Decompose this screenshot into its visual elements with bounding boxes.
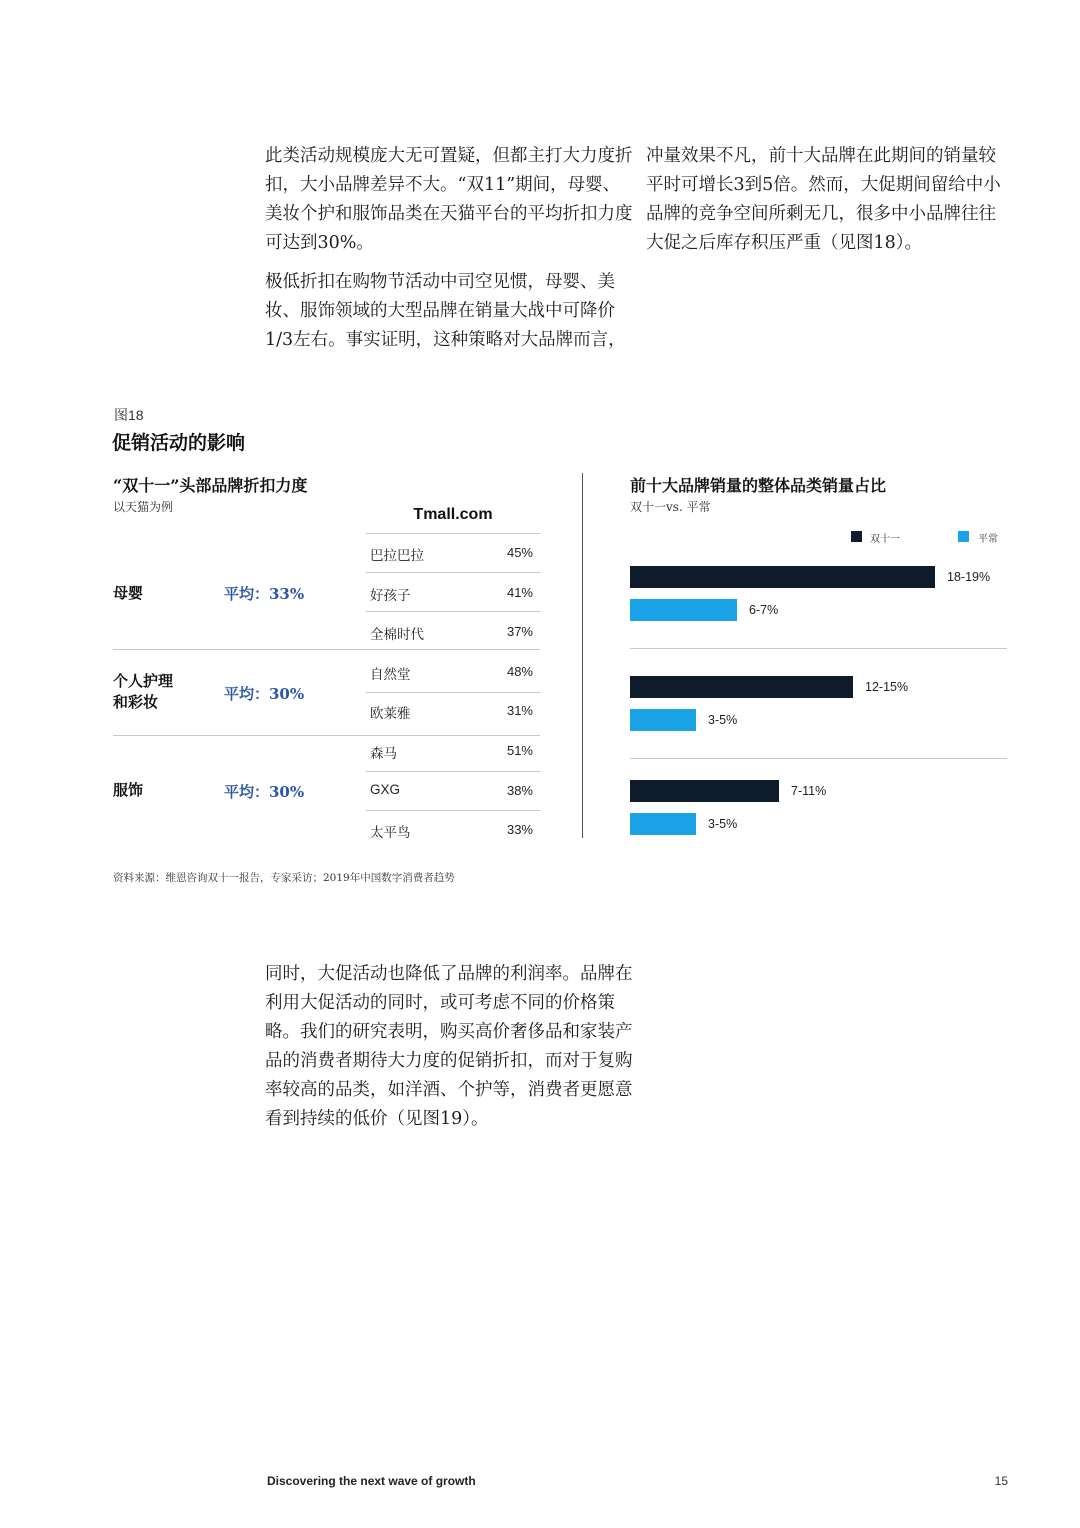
- table-divider: [366, 611, 540, 612]
- figure-label: 图18: [114, 407, 144, 423]
- table-divider: [366, 533, 540, 534]
- chart-group-divider: [630, 758, 1007, 759]
- category-average: 平均：33%: [224, 585, 305, 603]
- brand-name: 自然堂: [370, 667, 411, 683]
- panel-separator: [582, 473, 583, 838]
- category-label: 母婴: [113, 584, 144, 602]
- legend-label-double11: 双十一: [870, 534, 900, 545]
- category-label: 服饰: [113, 781, 144, 799]
- brand-name: 欧莱雅: [370, 706, 411, 722]
- bar-double11: [630, 566, 935, 588]
- left-panel-title: “双十一”头部品牌折扣力度: [113, 476, 308, 495]
- brand-name: 太平鸟: [370, 825, 411, 841]
- brand-name: 巴拉巴拉: [370, 548, 424, 564]
- platform-label: Tmall.com: [413, 506, 493, 523]
- brand-name: 好孩子: [370, 588, 411, 604]
- bar-value-label: 3-5%: [708, 713, 738, 727]
- bar-double11: [630, 676, 853, 698]
- body-paragraph-1: 此类活动规模庞大无可置疑，但都主打大力度折扣，大小品牌差异不大。“双11”期间，母婴、美妆个护和服饰品类在天猫平台的平均折扣力度可达到30%。: [265, 146, 633, 253]
- bar-value-label: 18-19%: [947, 570, 991, 584]
- brand-discount: 38%: [506, 783, 533, 798]
- table-divider: [366, 771, 540, 772]
- bar-normal: [630, 813, 696, 835]
- brand-discount: 31%: [506, 703, 533, 718]
- brand-discount: 48%: [506, 664, 533, 679]
- page-number: 15: [994, 1474, 1008, 1488]
- brand-discount: 33%: [506, 822, 533, 837]
- brand-discount: 51%: [506, 743, 533, 758]
- category-average: 平均：30%: [224, 685, 305, 703]
- bar-value-label: 7-11%: [791, 784, 827, 798]
- legend-swatch-double11: [851, 531, 862, 542]
- table-divider: [366, 572, 540, 573]
- bar-double11: [630, 780, 779, 802]
- body-paragraph-3: 冲量效果不凡，前十大品牌在此期间的销量较平时可增长3到5倍。然而，大促期间留给中小品牌的竞争空间所剩无几，很多中小品牌往往大促之后库存积压严重（见图18）。: [646, 146, 1001, 253]
- group-divider: [113, 735, 540, 736]
- figure-title: 促销活动的影响: [112, 432, 246, 454]
- footer-title: Discovering the next wave of growth: [267, 1474, 476, 1488]
- left-panel-subtitle: 以天猫为例: [113, 500, 174, 514]
- category-label: 个人护理和彩妆: [113, 672, 174, 711]
- bar-value-label: 3-5%: [708, 817, 738, 831]
- brand-name: GXG: [370, 782, 401, 797]
- body-paragraph-2: 极低折扣在购物节活动中司空见惯，母婴、美妆、服饰领域的大型品牌在销量大战中可降价1/3左右。事实证明，这种策略对大品牌而言，: [265, 272, 626, 350]
- body-paragraph-4: 同时，大促活动也降低了品牌的利润率。品牌在利用大促活动的同时，或可考虑不同的价格策略。我们的研究表明，购买高价奢侈品和家装产品的消费者期待大力度的促销折扣，而对于复购率较高的品类，如洋酒、个护等，消费者更愿意看到持续的低价（见图19）。: [265, 964, 633, 1129]
- bar-value-label: 6-7%: [749, 603, 779, 617]
- table-divider: [366, 692, 540, 693]
- table-divider: [366, 810, 540, 811]
- brand-discount: 41%: [506, 585, 533, 600]
- bar-normal: [630, 599, 737, 621]
- category-average: 平均：30%: [224, 783, 305, 801]
- chart-subtitle: 双十一vs. 平常: [630, 500, 711, 514]
- legend-swatch-normal: [958, 531, 969, 542]
- bar-value-label: 12-15%: [865, 680, 909, 694]
- brand-discount: 37%: [506, 624, 533, 639]
- group-divider: [113, 649, 540, 650]
- figure-source: 资料来源：维恩咨询双十一报告，专家采访；2019年中国数字消费者趋势: [113, 872, 455, 884]
- brand-name: 全棉时代: [370, 627, 424, 643]
- brand-name: 森马: [370, 746, 397, 762]
- bar-normal: [630, 709, 696, 731]
- legend-label-normal: 平常: [978, 534, 998, 545]
- chart-title: 前十大品牌销量的整体品类销量占比: [630, 476, 887, 495]
- chart-group-divider: [630, 648, 1007, 649]
- brand-discount: 45%: [506, 545, 533, 560]
